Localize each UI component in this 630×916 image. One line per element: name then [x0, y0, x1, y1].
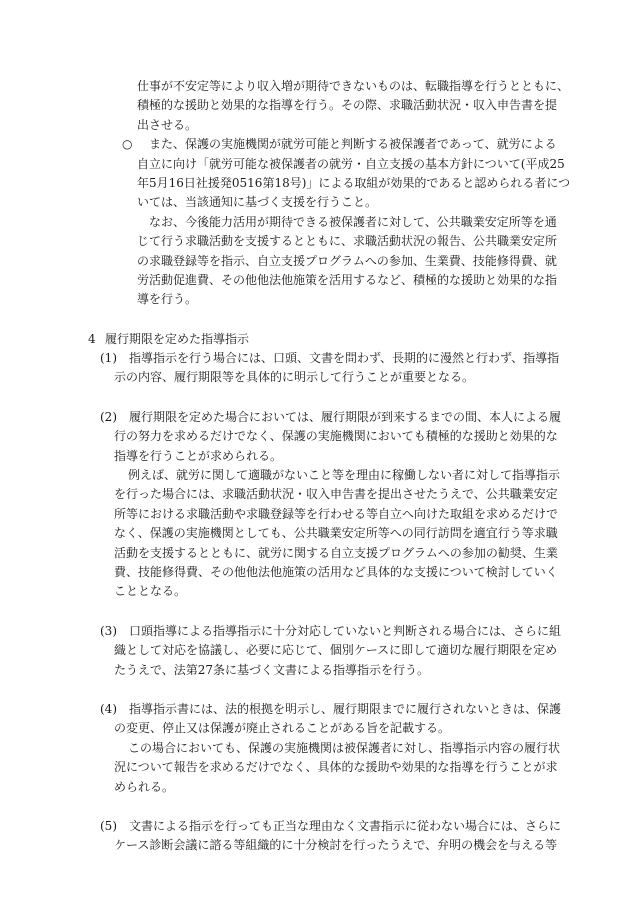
- text-line: 織として対応を協議し、必要に応じて、個別ケースに即して適切な履行期限を定め: [114, 643, 558, 658]
- text-line: 仕事が不安定等により収入増が期待できないものは、転職指導を行うとともに、: [137, 79, 570, 93]
- text-line: 履行期限を定めた場合においては、履行期限が到来するまでの間、本人による履: [129, 409, 562, 424]
- text-line: この場合においても、保護の実施機関は被保護者に対し、指導指示内容の履行状: [128, 740, 561, 755]
- section-title: 履行期限を定めた指導指示: [105, 331, 250, 346]
- text-line: 費、技能修得費、その他他法他施策の活用など具体的な支援について検討していく: [114, 564, 558, 579]
- text-line: 口頭指導による指導指示に十分対応していないと判断される場合には、さらに組: [129, 623, 562, 638]
- text-line: 指導を行うことが求められる。: [114, 448, 283, 463]
- text-line: 年5月16日社援発0516第18号)」による取組が効果的であると認められる者につ: [137, 175, 571, 190]
- text-line: を行った場合には、求職活動状況・収入申告書を提出させたうえで、公共職業安定: [114, 487, 558, 502]
- text-line: なく、保護の実施機関としても、公共職業安定所等への同行訪問を適宜行う等求職: [114, 526, 558, 541]
- text-line: ケース診断会議に諮る等組織的に十分検討を行ったうえで、弁明の機会を与える等: [114, 838, 558, 853]
- text-line: められる。: [114, 779, 175, 794]
- section-number: 4: [88, 331, 96, 346]
- item-4: [0, 700, 630, 719]
- item-5: [0, 817, 630, 836]
- item-number: (3): [100, 623, 117, 638]
- item-number: (2): [100, 409, 117, 424]
- item-1: [0, 349, 630, 368]
- section-heading: [0, 330, 630, 349]
- text-line: 自立に向け「就労可能な被保護者の就労・自立支援の基本方針について(平成25: [137, 156, 565, 171]
- text-line: なお、今後能力活用が期待できる被保護者に対して、公共職業安定所等を通: [149, 214, 557, 229]
- text-line: 導を行う。: [137, 292, 198, 307]
- bullet-paragraph: [0, 135, 630, 154]
- item-number: (4): [100, 701, 117, 716]
- item-3: [0, 622, 630, 641]
- text-line: 労活動促進費、その他他法他施策を活用するなど、積極的な援助と効果的な指: [137, 272, 558, 287]
- text-line: 示の内容、履行期限等を具体的に明示して行うことが重要となる。: [114, 370, 475, 385]
- text-line: また、保護の実施機関が就労可能と判断する被保護者であって、就労による: [149, 137, 557, 152]
- text-line: 所等における求職活動や求職登録等を行わせる等自立へ向けた取組を求めるだけで: [114, 506, 559, 521]
- item-number: (1): [100, 351, 117, 366]
- text-line: 指導指示を行う場合には、口頭、文書を問わず、長期的に漫然と行わず、指導指: [129, 351, 560, 366]
- text-line: 活動を支援するとともに、就労に関する自立支援プログラムへの参加の勧奨、生業: [114, 545, 558, 560]
- item-2: [0, 408, 630, 427]
- text-line: 積極的な援助と効果的な指導を行う。その際、求職活動状況・収入申告書を提: [137, 98, 558, 113]
- circle-bullet-icon: ○: [122, 137, 133, 152]
- text-line: 出させる。: [137, 117, 198, 132]
- text-line: こととなる。: [114, 584, 187, 599]
- text-line: 例えば、就労に関して適職がないこと等を理由に稼働しない者に対して指導指示: [128, 468, 561, 483]
- text-line: じて行う求職活動を支援するとともに、求職活動状況の報告、公共職業安定所: [137, 234, 558, 249]
- item-number: (5): [100, 818, 117, 833]
- text-line: の求職登録等を指示、自立支援プログラムへの参加、生業費、技能修得費、就: [137, 253, 557, 268]
- text-line: いては、当該通知に基づく支援を行うこと。: [137, 195, 378, 210]
- text-line: 況について報告を求めるだけでなく、具体的な援助や効果的な指導を行うことが求: [114, 760, 558, 775]
- text-line: 行の努力を求めるだけでなく、保護の実施機関においても積極的な援助と効果的な: [114, 429, 558, 444]
- text-line: の変更、停止又は保護が廃止されることがある旨を記載する。: [114, 721, 451, 736]
- text-line: 指導指示書には、法的根拠を明示し、履行期限までに履行されないときは、保護: [129, 701, 562, 716]
- document-page: [0, 77, 630, 856]
- text-line: 文書による指示を行っても正当な理由なく文書指示に従わない場合には、さらに: [129, 818, 562, 833]
- text-line: たうえで、法第27条に基づく文書による指導指示を行う。: [114, 662, 430, 677]
